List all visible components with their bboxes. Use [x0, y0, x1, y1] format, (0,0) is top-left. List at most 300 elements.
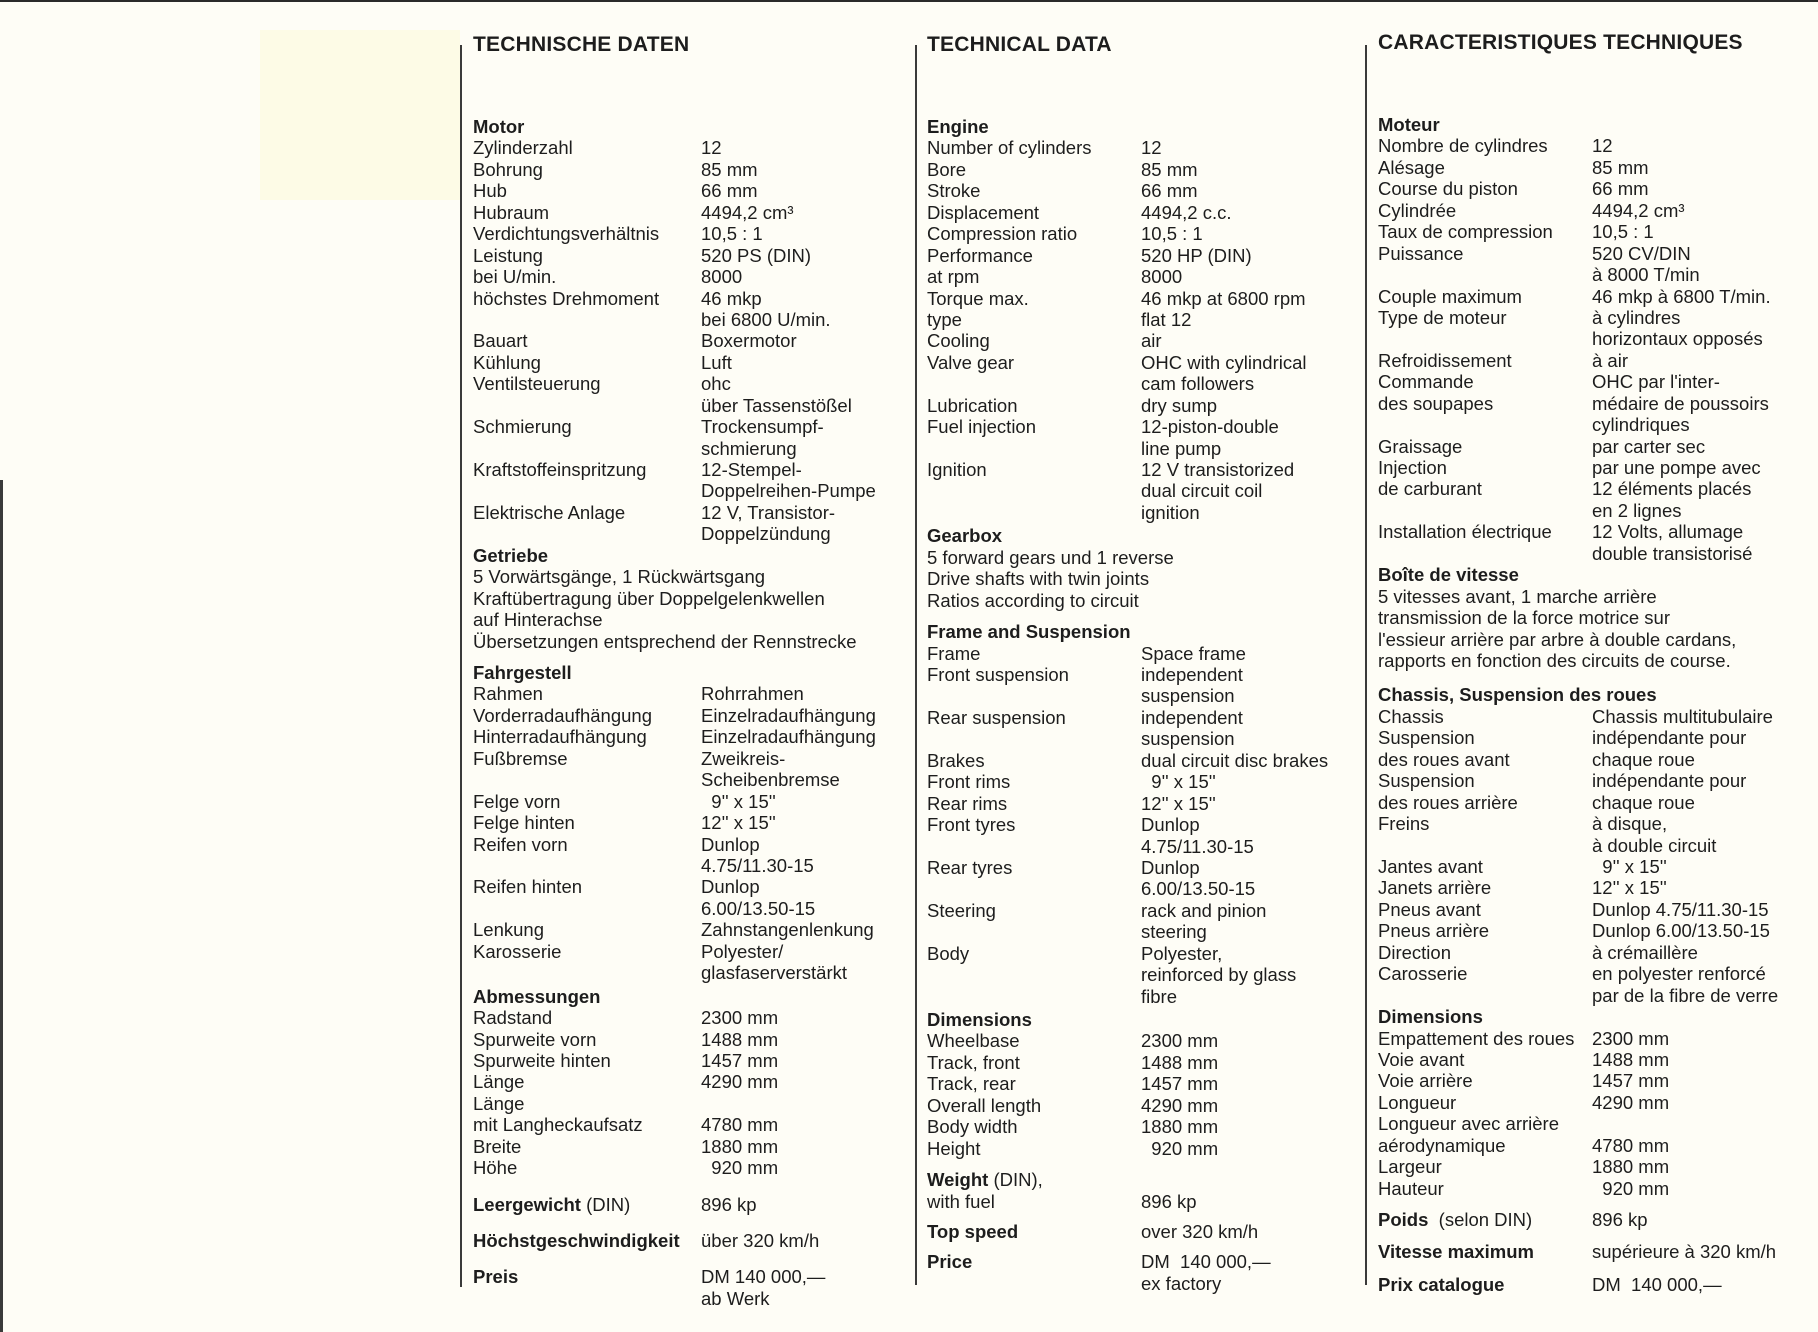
spec-value: 1488 mm: [701, 1028, 779, 1050]
spec-value: 4.75/11.30-15: [701, 854, 814, 876]
spec-value: Zweikreis-: [701, 747, 786, 769]
spec-value: 66 mm: [1592, 178, 1649, 200]
spec-label: Taux de compression: [1378, 221, 1553, 243]
spec-row: [1378, 264, 1736, 285]
spec-value: 1880 mm: [1592, 1156, 1670, 1178]
spec-label: Schmierung: [473, 416, 572, 438]
spec-row: [1378, 1070, 1736, 1091]
spec-label: Bohrung: [473, 158, 543, 180]
spec-label: Hauteur: [1378, 1177, 1444, 1199]
spec-row: [1378, 243, 1736, 264]
spec-row: [927, 685, 1235, 707]
section-heading: Dimensions: [927, 1009, 1032, 1031]
spec-value: horizontaux opposés: [1592, 328, 1763, 350]
spec-row: [927, 501, 1200, 523]
section-heading: Boîte de vitesse: [1378, 564, 1519, 586]
spec-row: [927, 351, 1307, 373]
spec-row: [1378, 963, 1766, 985]
spec-row: [473, 245, 857, 266]
spec-label: Wheelbase: [927, 1030, 1020, 1052]
spec-label: Länge: [473, 1071, 525, 1093]
spec-label: Track, front: [927, 1051, 1020, 1073]
spec-value: à crémaillère: [1592, 941, 1698, 963]
spec-value: Boxermotor: [701, 330, 797, 352]
spec-label: bei U/min.: [473, 266, 557, 288]
spec-value: à disque,: [1592, 813, 1668, 835]
spec-label: Rear suspension: [927, 706, 1066, 728]
spec-row: [473, 202, 857, 223]
spec-value: Doppelzündung: [701, 523, 831, 545]
spec-row: [927, 1073, 1219, 1095]
spec-label: Voie avant: [1378, 1048, 1465, 1070]
spec-row: [473, 683, 857, 704]
spec-row: [927, 856, 1200, 878]
spec-row: [473, 1071, 857, 1092]
top-speed-row: [927, 1220, 1259, 1242]
spec-label: Cooling: [927, 330, 990, 352]
column-rule-de: [460, 45, 462, 1287]
spec-label-bold: Preis: [473, 1266, 519, 1288]
spec-value: cam followers: [1141, 373, 1255, 395]
column-title: CARACTERISTIQUES TECHNIQUES: [1378, 31, 1743, 54]
spec-value: DM 140 000,—: [1141, 1251, 1271, 1273]
spec-value: 85 mm: [1592, 156, 1649, 178]
spec-value: 12: [1592, 135, 1613, 157]
spec-value: 920 mm: [701, 1157, 779, 1179]
spec-label: Rear rims: [927, 792, 1008, 814]
spec-value: DM 140 000,—: [1592, 1273, 1722, 1295]
spec-label: Reifen vorn: [473, 833, 568, 855]
spec-label: Länge: [473, 1092, 525, 1114]
section-heading: Moteur: [1378, 114, 1440, 135]
spec-value: glasfaserverstärkt: [701, 962, 847, 984]
spec-row: [473, 726, 876, 748]
spec-row: [473, 748, 857, 769]
price-row: [473, 1266, 857, 1287]
spec-value: Scheibenbremse: [701, 769, 840, 791]
spec-label: Rahmen: [473, 683, 543, 705]
spec-value: 4.75/11.30-15: [1141, 835, 1254, 857]
spec-row: [473, 309, 857, 330]
top-speed-row: [1378, 1241, 1777, 1263]
spec-label-bold: Top speed: [927, 1220, 1019, 1242]
spec-value: ohc: [701, 373, 731, 395]
spec-row: [927, 1030, 1219, 1052]
section-heading: Fahrgestell: [473, 662, 572, 684]
spec-row: [1378, 1156, 1736, 1177]
spec-label: Commande: [1378, 371, 1474, 393]
spec-row: [473, 223, 857, 244]
spec-row: [1378, 178, 1736, 199]
spec-label: Empattement des roues: [1378, 1027, 1575, 1049]
spec-label: Steering: [927, 899, 996, 921]
section-heading: Engine: [927, 116, 989, 137]
spec-value: 4290 mm: [701, 1071, 779, 1093]
spec-value: dual circuit disc brakes: [1141, 749, 1329, 771]
spec-value: 12 Volts, allumage: [1592, 521, 1744, 543]
spec-value: 4290 mm: [1141, 1094, 1219, 1116]
spec-label: type: [927, 308, 962, 330]
spec-row: [927, 1137, 1219, 1159]
spec-label: Nombre de cylindres: [1378, 135, 1548, 157]
spec-label: Carosserie: [1378, 963, 1468, 985]
spec-value: Doppelreihen-Pumpe: [701, 480, 876, 502]
spec-label-suffix: (selon DIN): [1428, 1209, 1533, 1230]
spec-value: 46 mkp à 6800 T/min.: [1592, 285, 1771, 307]
spec-row: [1378, 877, 1736, 898]
spec-value: schmierung: [701, 437, 797, 459]
spec-row: [1378, 813, 1736, 834]
spec-value: 10,5 : 1: [1592, 221, 1654, 243]
spec-label: Performance: [927, 244, 1033, 266]
text-line: l'essieur arrière par arbre à double cardans,: [1378, 628, 1737, 650]
spec-label: Alésage: [1378, 156, 1445, 178]
spec-row: [927, 878, 1256, 900]
spec-label: Compression ratio: [927, 223, 1078, 245]
spec-row: [473, 266, 857, 287]
spec-row: [927, 814, 1200, 836]
spec-value: Zahnstangenlenkung: [701, 919, 874, 941]
page-left-edge: [0, 480, 3, 1332]
text-line: Übersetzungen entsprechend der Rennstrecke: [473, 630, 857, 652]
spec-value: bei 6800 U/min.: [701, 308, 831, 330]
section-heading: Dimensions: [1378, 1006, 1483, 1028]
section-heading: Chassis, Suspension des roues: [1378, 684, 1657, 706]
spec-value: 520 CV/DIN: [1592, 242, 1691, 264]
spec-label: Number of cylinders: [927, 137, 1092, 159]
price-row-cont: [927, 1272, 1222, 1294]
spec-label: Cylindrée: [1378, 199, 1457, 221]
spec-row: [927, 330, 1174, 351]
spec-label: Freins: [1378, 813, 1430, 835]
spec-value: air: [1141, 330, 1162, 352]
spec-label: Kühlung: [473, 351, 541, 373]
spec-row: [927, 394, 1218, 416]
spec-row: [473, 769, 857, 790]
spec-row: [927, 749, 1329, 771]
spec-label: aérodynamique: [1378, 1134, 1506, 1156]
spec-row: [473, 480, 876, 502]
section-heading: Frame and Suspension: [927, 621, 1131, 643]
price-row: [927, 1251, 1271, 1273]
spec-label: Pneus avant: [1378, 898, 1481, 920]
spec-label: Felge vorn: [473, 790, 561, 812]
spec-value: Chassis multitubulaire: [1592, 705, 1773, 727]
spec-label: Displacement: [927, 201, 1040, 223]
spec-label: Valve gear: [927, 351, 1015, 373]
spec-row: [927, 480, 1263, 502]
spec-value: 10,5 : 1: [1141, 223, 1203, 245]
spec-value: à air: [1592, 349, 1628, 371]
spec-row: [473, 137, 857, 158]
spec-label: höchstes Drehmoment: [473, 287, 660, 309]
spec-label-bold: Höchstgeschwindigkeit: [473, 1230, 680, 1251]
spec-row: [927, 416, 1279, 438]
spec-row: [927, 921, 1207, 943]
spec-row: [1378, 1135, 1736, 1156]
spec-label: [1378, 1241, 1534, 1262]
spec-row: [927, 771, 1216, 793]
spec-row: [1378, 1113, 1736, 1134]
spec-value: DM 140 000,—: [701, 1266, 826, 1288]
spec-label: Refroidissement: [1378, 349, 1512, 371]
paper-stain: [260, 30, 460, 200]
spec-value: 85 mm: [701, 158, 758, 180]
spec-value: indépendante pour: [1592, 727, 1747, 749]
spec-label-suffix: (DIN): [580, 1193, 631, 1215]
spec-row: [473, 395, 857, 416]
spec-row: [1378, 371, 1736, 392]
spec-label: Suspension: [1378, 727, 1475, 749]
spec-label: Graissage: [1378, 435, 1463, 457]
spec-row: [473, 1093, 857, 1114]
spec-row: [1378, 835, 1736, 856]
spec-value: Dunlop 4.75/11.30-15: [1592, 898, 1769, 920]
spec-value: chaque roue: [1592, 791, 1695, 813]
text-line: rapports en fonction des circuits de course.: [1378, 650, 1731, 672]
spec-value: ex factory: [1141, 1272, 1222, 1294]
spec-value: über Tassenstößel: [701, 394, 852, 416]
spec-value: 1457 mm: [701, 1049, 779, 1071]
spec-label: Body width: [927, 1116, 1018, 1138]
spec-value: 12: [701, 137, 722, 159]
spec-value: 2300 mm: [1592, 1027, 1670, 1049]
spec-value: 920 mm: [1141, 1137, 1219, 1159]
spec-label: Height: [927, 1137, 981, 1159]
spec-value: 12: [1141, 137, 1162, 159]
spec-value: 520 PS (DIN): [701, 244, 812, 266]
spec-row: [473, 180, 857, 201]
spec-label: Puissance: [1378, 242, 1464, 264]
spec-row: [1378, 328, 1763, 350]
spec-label: Chassis: [1378, 705, 1444, 727]
spec-row: [1378, 1178, 1736, 1199]
spec-label: Front rims: [927, 771, 1011, 793]
spec-value: flat 12: [1141, 308, 1192, 330]
spec-label: Installation électrique: [1378, 521, 1552, 543]
spec-value: 1488 mm: [1141, 1051, 1219, 1073]
spec-label: Front suspension: [927, 664, 1069, 686]
spec-value: 12 V transistorized: [1141, 459, 1295, 481]
spec-row: [473, 159, 857, 180]
spec-row: [1378, 478, 1752, 500]
spec-row: [1378, 414, 1736, 435]
spec-value: Dunlop: [701, 833, 760, 855]
spec-row: [473, 919, 874, 941]
spec-value: Polyester/: [701, 940, 784, 962]
spec-row: [927, 201, 1232, 223]
spec-value: 12 éléments placés: [1592, 478, 1752, 500]
spec-value: über 320 km/h: [701, 1230, 820, 1251]
spec-value: cylindriques: [1592, 414, 1690, 436]
spec-row: [473, 941, 857, 962]
spec-value: OHC par l'inter-: [1592, 371, 1720, 393]
spec-value: 10,5 : 1: [701, 223, 763, 245]
spec-value: en 2 lignes: [1592, 499, 1682, 521]
spec-row: [473, 1136, 857, 1157]
spec-row: [927, 1116, 1219, 1138]
spec-value: Dunlop 6.00/13.50-15: [1592, 920, 1770, 942]
spec-value: 4494,2 c.c.: [1141, 201, 1232, 223]
spec-value: chaque roue: [1592, 748, 1695, 770]
spec-value: 66 mm: [1141, 180, 1198, 202]
spec-value: 85 mm: [1141, 158, 1198, 180]
spec-label: Pneus arrière: [1378, 920, 1490, 942]
spec-row: [1378, 1092, 1736, 1113]
spec-row: [1378, 500, 1736, 521]
spec-value: fibre: [1141, 985, 1177, 1007]
text-line: Kraftübertragung über Doppelgelenkwellen: [473, 587, 825, 609]
spec-row: [1378, 542, 1753, 564]
spec-row: [473, 416, 857, 437]
weight-row-cont: [927, 1190, 1197, 1212]
spec-value: 12 V, Transistor-: [701, 501, 836, 523]
spec-row: [1378, 942, 1736, 963]
spec-row: [927, 180, 1198, 202]
spec-value: 896 kp: [701, 1193, 757, 1215]
spec-value: Einzelradaufhängung: [701, 704, 876, 726]
spec-label: de carburant: [1378, 478, 1482, 500]
spec-value: Dunlop: [1141, 814, 1200, 836]
spec-row: [473, 704, 876, 726]
spec-label: Hubraum: [473, 201, 550, 223]
spec-row: [473, 1007, 857, 1028]
spec-label-bold: Price: [927, 1251, 973, 1273]
spec-value: à 8000 T/min: [1592, 264, 1700, 286]
spec-value: médaire de poussoirs: [1592, 392, 1769, 414]
spec-row: [473, 288, 857, 309]
spec-value: en polyester renforcé: [1592, 963, 1766, 985]
spec-label: Stroke: [927, 180, 981, 202]
spec-row: [927, 459, 1295, 481]
spec-row: [1378, 307, 1736, 328]
spec-row: [1378, 898, 1769, 920]
spec-value: 920 mm: [1592, 1177, 1670, 1199]
spec-value: 12'' x 15'': [1141, 792, 1216, 814]
spec-row: [473, 834, 857, 855]
spec-label: Largeur: [1378, 1156, 1442, 1178]
spec-label: Hinterradaufhängung: [473, 726, 647, 748]
spec-value: 6.00/13.50-15: [701, 897, 816, 919]
spec-value: par de la fibre de verre: [1592, 984, 1779, 1006]
spec-label: Torque max.: [927, 287, 1029, 309]
section-heading: Getriebe: [473, 544, 549, 566]
spec-label: Bauart: [473, 330, 528, 352]
spec-value: 4494,2 cm³: [1592, 199, 1685, 221]
spec-label: Janets arrière: [1378, 877, 1492, 899]
spec-label: Couple maximum: [1378, 285, 1522, 307]
spec-value: over 320 km/h: [1141, 1220, 1259, 1242]
section-heading: Gearbox: [927, 525, 1003, 547]
spec-value: 8000: [1141, 266, 1183, 288]
spec-row: [1378, 984, 1779, 1006]
spec-row: [473, 1029, 857, 1050]
spec-label: with fuel: [927, 1190, 995, 1212]
spec-row: [927, 223, 1203, 245]
spec-row: [927, 1051, 1219, 1073]
spec-value: indépendante pour: [1592, 770, 1747, 792]
spec-label: des roues avant: [1378, 748, 1510, 770]
spec-label: des roues arrière: [1378, 791, 1518, 813]
spec-label: at rpm: [927, 266, 980, 288]
spec-label: Reifen hinten: [473, 876, 583, 898]
spec-row: [473, 1114, 857, 1135]
spec-value: 896 kp: [1592, 1209, 1648, 1230]
spec-row: [927, 899, 1267, 921]
spec-label: Fuel injection: [927, 416, 1037, 438]
spec-value: Dunlop: [701, 876, 760, 898]
spec-row: [927, 942, 1223, 964]
spec-label: Overall length: [927, 1094, 1042, 1116]
spec-row: [1378, 920, 1770, 942]
spec-value: Luft: [701, 351, 732, 373]
spec-label-bold: Leergewicht: [473, 1193, 581, 1215]
spec-value: 1457 mm: [1141, 1073, 1219, 1095]
spec-value: 520 HP (DIN): [1141, 244, 1252, 266]
spec-label: mit Langheckaufsatz: [473, 1114, 643, 1136]
column-rule-en: [915, 45, 917, 1285]
spec-label: Spurweite vorn: [473, 1028, 597, 1050]
spec-label: Jantes avant: [1378, 855, 1483, 877]
spec-row: [1378, 1028, 1736, 1049]
spec-row: [1378, 157, 1736, 178]
weight-row: [1378, 1209, 1736, 1230]
spec-label: Hub: [473, 180, 507, 202]
spec-value: double transistorisé: [1592, 542, 1753, 564]
spec-row: [1378, 457, 1761, 479]
text-line: Ratios according to circuit: [927, 589, 1139, 611]
spec-value: par carter sec: [1592, 435, 1706, 457]
spec-label: Zylinderzahl: [473, 137, 573, 159]
spec-label: [473, 1194, 630, 1215]
spec-body: [473, 116, 876, 1309]
spec-label: des soupapes: [1378, 392, 1494, 414]
spec-label: Frame: [927, 642, 981, 664]
spec-label: Course du piston: [1378, 178, 1518, 200]
spec-value: rack and pinion: [1141, 899, 1267, 921]
weight-row: [927, 1169, 1174, 1190]
spec-row: [927, 964, 1297, 986]
spec-value: 9'' x 15'': [1592, 855, 1667, 877]
spec-row: [1378, 1049, 1736, 1070]
spec-row: [927, 287, 1306, 309]
spec-label: Vorderradaufhängung: [473, 704, 652, 726]
spec-value: Einzelradaufhängung: [701, 726, 876, 748]
spec-row: [927, 266, 1183, 288]
spec-row: [927, 158, 1198, 180]
spec-row: [473, 1050, 857, 1071]
spec-label-bold: Prix catalogue: [1378, 1273, 1505, 1295]
spec-label: [927, 1169, 1043, 1190]
spec-value: 66 mm: [701, 180, 758, 202]
spec-row: [473, 459, 857, 480]
spec-row: [927, 308, 1192, 330]
spec-row: [1378, 856, 1736, 877]
spec-row: [473, 962, 857, 983]
text-line: 5 forward gears und 1 reverse: [927, 546, 1174, 568]
spec-label: [927, 1221, 1018, 1242]
spec-value: par une pompe avec: [1592, 457, 1761, 479]
spec-value: ignition: [1141, 501, 1200, 523]
spec-value: Polyester,: [1141, 942, 1223, 964]
weight-row: [473, 1194, 857, 1215]
spec-row: [927, 137, 1174, 158]
spec-row: [1378, 521, 1744, 543]
column-title: TECHNICAL DATA: [927, 33, 1112, 56]
spec-value: OHC with cylindrical: [1141, 351, 1307, 373]
spec-value: 4780 mm: [1592, 1134, 1670, 1156]
spec-value: 1880 mm: [1141, 1116, 1219, 1138]
